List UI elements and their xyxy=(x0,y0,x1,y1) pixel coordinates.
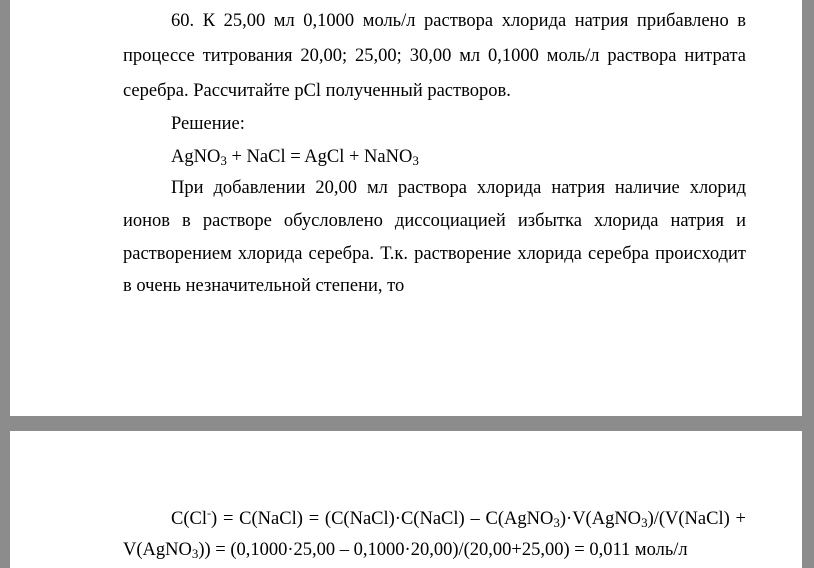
problem-line-2: процессе титрования 20,00; 25,00; 30,00 мл 0,1000 моль/л раствора нитрата xyxy=(123,46,746,66)
paragraph-line-3: растворением хлорида серебра. Т.к. растворение хлорида серебра происходит xyxy=(123,244,746,264)
formula-line-2 xyxy=(123,539,688,561)
formula-subscript: 3 xyxy=(191,546,199,561)
formula-part: C(Cl xyxy=(171,509,207,529)
solution-label: Решение: xyxy=(171,114,245,134)
formula-part: )/(V(NaCl) + xyxy=(647,509,746,529)
paragraph-line-4: в очень незначительной степени, то xyxy=(123,276,405,296)
formula-part: )) = (0,1000·25,00 – 0,1000·20,00)/(20,00+25,00) = 0,011 моль/л xyxy=(198,540,688,560)
formula-part: ) = C(NaCl) = (C(NaCl)·C(NaCl) – C(AgNO xyxy=(210,509,554,529)
equation-subscript: 3 xyxy=(220,153,227,168)
reaction-equation xyxy=(171,146,419,168)
formula-subscript: 3 xyxy=(553,515,560,530)
paragraph-line-2: ионов в растворе обусловлено диссоциацией избытка хлорида натрия и xyxy=(123,211,746,231)
document-page-2 xyxy=(10,431,802,568)
equation-subscript: 3 xyxy=(412,153,419,168)
formula-part: )·V(AgNO xyxy=(559,509,642,529)
formula-superscript: - xyxy=(206,506,211,520)
problem-line-1: 60. К 25,00 мл 0,1000 моль/л раствора хлорида натрия прибавлено в xyxy=(171,11,746,31)
equation-part: AgNO xyxy=(171,147,221,167)
problem-line-3: серебра. Рассчитайте pCl полученный растворов. xyxy=(123,81,511,101)
document-page-1 xyxy=(10,0,802,416)
paragraph-line-1: При добавлении 20,00 мл раствора хлорида натрия наличие хлорид xyxy=(171,178,746,198)
equation-part: + NaCl = AgCl + NaNO xyxy=(226,147,413,167)
formula-subscript: 3 xyxy=(641,515,648,530)
formula-part: V(AgNO xyxy=(123,540,192,560)
formula-line-1 xyxy=(171,508,746,530)
